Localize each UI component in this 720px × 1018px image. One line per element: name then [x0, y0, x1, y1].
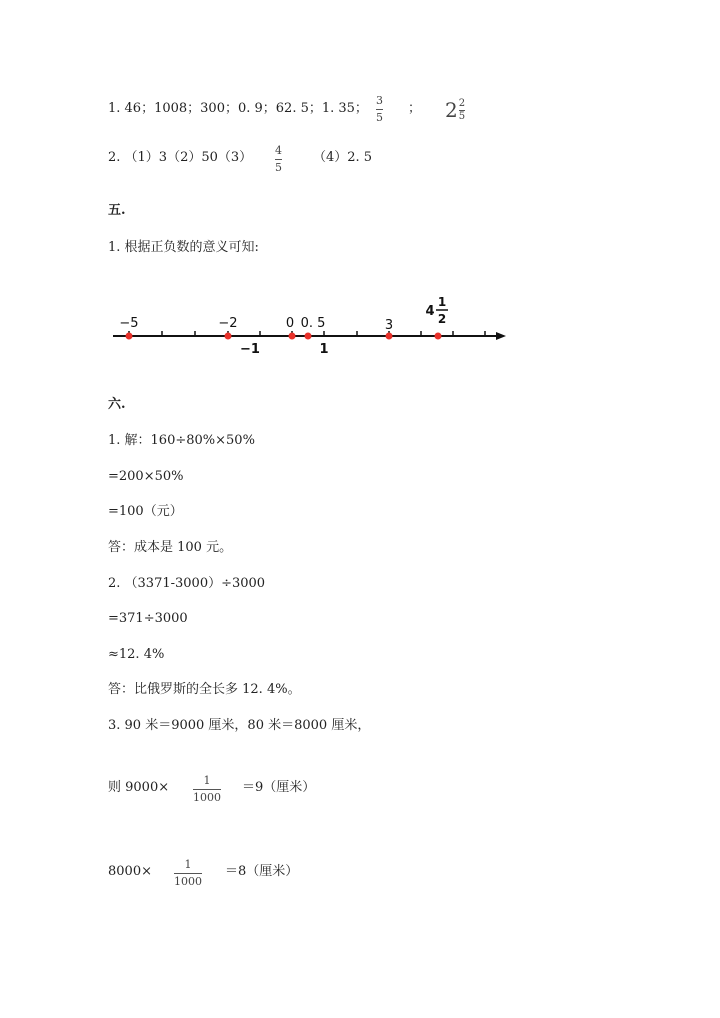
fraction-numerator: 3: [376, 94, 383, 107]
label-mixed-denominator: 2: [437, 312, 447, 326]
mixed-number: [445, 98, 465, 122]
mixed-numerator: 2: [458, 97, 466, 109]
point-minus-5: [126, 333, 133, 340]
section-heading-5: 五.: [108, 203, 126, 218]
label-minus-5: −5: [119, 316, 139, 331]
fraction-numerator: 1: [203, 774, 211, 787]
solution-line-result: ＝8（厘米）: [225, 864, 299, 879]
label-1: 1: [319, 342, 329, 357]
fraction: [376, 95, 383, 124]
solution-line: =200×50%: [108, 469, 184, 484]
arrow-icon: [496, 332, 506, 340]
fraction-denominator: 5: [275, 161, 282, 174]
answer-4-1: 1. 46；1008；300；0. 9；62. 5；1. 35；: [108, 101, 368, 116]
solution-line: 2. （3371-3000）÷3000: [108, 576, 266, 591]
mixed-whole: 2: [445, 98, 458, 122]
answer-line: 答：比俄罗斯的全长多 12. 4%。: [108, 682, 301, 697]
label-0-5: 0. 5: [300, 316, 326, 331]
solution-line: 8000×: [108, 864, 152, 879]
fraction: [275, 145, 282, 174]
solution-line: =100（元）: [108, 504, 183, 519]
point-minus-2: [225, 333, 232, 340]
fraction: [193, 775, 221, 804]
fraction-denominator: 1000: [193, 791, 221, 804]
solution-line: 1. 解：160÷80%×50%: [108, 433, 255, 448]
fraction-denominator: 5: [376, 111, 383, 124]
point-0-5: [305, 333, 312, 340]
label-minus-2: −2: [218, 316, 238, 331]
point-4-5: [435, 333, 442, 340]
solution-line-result: ＝9（厘米）: [242, 780, 316, 795]
answer-5-1: 1. 根据正负数的意义可知:: [108, 240, 259, 255]
solution-line: ≈12. 4%: [108, 647, 165, 662]
number-line: [0, 290, 720, 370]
answer-4-2-tail: （4）2. 5: [313, 150, 373, 165]
answer-4-2: 2. （1）3（2）50（3）: [108, 150, 253, 165]
label-mixed-whole: 4: [425, 304, 435, 319]
label-mixed-numerator: 1: [437, 295, 447, 309]
point-0: [289, 333, 296, 340]
label-minus-1: −1: [240, 342, 260, 357]
fraction: [174, 859, 202, 888]
fraction-numerator: 4: [275, 144, 282, 157]
label-3: 3: [384, 318, 394, 333]
solution-line: 3. 90 米＝9000 厘米，80 米＝8000 厘米，: [108, 718, 371, 733]
section-heading-6: 六.: [108, 397, 126, 412]
mixed-denominator: 5: [458, 110, 466, 122]
label-0: 0: [285, 316, 295, 331]
answer-line: 答：成本是 100 元。: [108, 540, 233, 555]
separator: ；: [408, 101, 422, 116]
solution-line: 则 9000×: [108, 780, 170, 795]
solution-line: =371÷3000: [108, 611, 188, 626]
fraction-denominator: 1000: [174, 875, 202, 888]
fraction-numerator: 1: [184, 858, 192, 871]
point-3: [386, 333, 393, 340]
